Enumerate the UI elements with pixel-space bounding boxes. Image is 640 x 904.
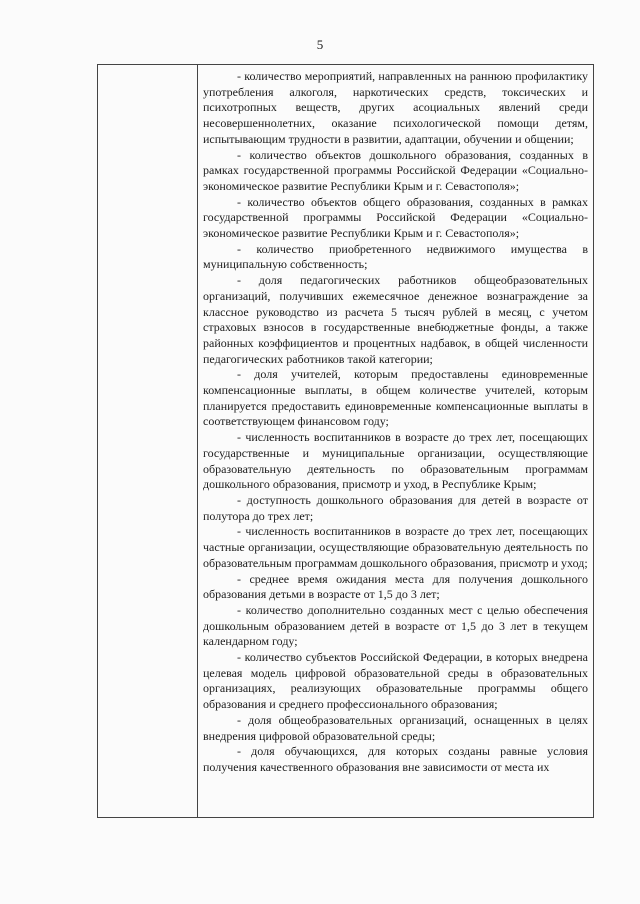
indicator-paragraph: - среднее время ожидания места для получения дошкольного образования детьми в возрасте от 1,5 до 3 лет; <box>203 571 588 602</box>
indicator-paragraph: - количество объектов общего образования, созданных в рамках государственной программы Российской Федерации «Социально-экономическое развитие Республики Крым и г. Севастополя»; <box>203 194 588 241</box>
page-number: 5 <box>316 37 324 52</box>
indicator-paragraph: - количество приобретенного недвижимого имущества в муниципальную собственность; <box>203 241 588 272</box>
indicator-paragraph: - доступность дошкольного образования для детей в возрасте от полутора до трех лет; <box>203 492 588 523</box>
indicator-paragraph: - количество мероприятий, направленных на раннюю профилактику употребления алкоголя, наркотических средств, токсических и психотропных веществ, других асоциальных явлений среди несовершеннолетних, оказание психологической помощи детям, испытывающим трудности в развитии, адаптации, обучении и общении; <box>203 69 588 146</box>
indicator-paragraph: - доля педагогических работников общеобразовательных организаций, получивших ежемесячное денежное вознаграждение за классное руководство из расчета 5 тысяч рублей в месяц, с учетом страховых взносов в государственные внебюджетные фонды, а также районных коэффициентов и процентных надбавок, в общей численности педагогических работников такой категории; <box>203 273 588 366</box>
indicator-paragraph: - численность воспитанников в возрасте до трех лет, посещающих частные организации, осуществляющие образовательную деятельность по образовательным программам дошкольного образования, присмотр и уход; <box>203 524 588 570</box>
indicator-paragraph: - доля учителей, которым предоставлены единовременные компенсационные выплаты, в общем количестве учителей, которым планируется предоставить единовременные компенсационные выплаты в соответствующем финансовом году; <box>203 367 588 429</box>
table-left-cell <box>98 65 197 817</box>
indicator-paragraph: - количество субъектов Российской Федерации, в которых внедрена целевая модель цифровой образовательной среды в образовательных организациях, реализующих образовательные программы общего образования и среднего профессионального образования; <box>203 650 588 712</box>
indicators-table <box>97 64 594 818</box>
indicator-paragraph: - доля общеобразовательных организаций, оснащенных в целях внедрения цифровой образовательной среды; <box>203 712 588 743</box>
table-right-cell <box>198 65 593 776</box>
indicator-paragraph: - доля обучающихся, для которых созданы равные условия получения качественного образования вне зависимости от места их <box>203 744 588 774</box>
indicator-paragraph: - количество объектов дошкольного образования, созданных в рамках государственной программы Российской Федерации «Социально-экономическое развитие Республики Крым и г. Севастополя»; <box>203 147 588 193</box>
indicator-paragraph: - количество дополнительно созданных мест с целью обеспечения дошкольным образованием детей в возрасте от 1,5 до 3 лет в текущем календарном году; <box>203 602 588 649</box>
indicator-paragraph: - численность воспитанников в возрасте до трех лет, посещающих государственные и муниципальные организации, осуществляющие образовательную деятельность по образовательным программам дошкольного образования, присмотр и уход, в Республике Крым; <box>203 430 588 492</box>
